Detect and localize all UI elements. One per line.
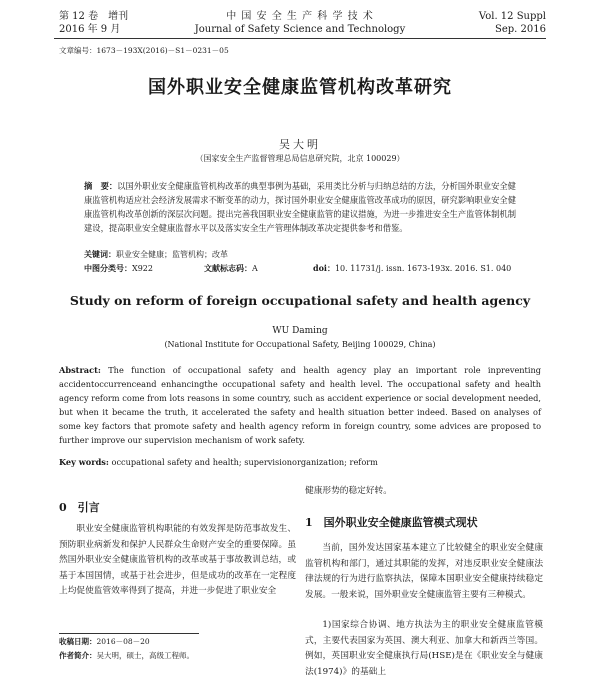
keywords-cn-label: 关键词：	[84, 249, 116, 259]
clc-label: 中图分类号：	[84, 263, 132, 273]
footnote-received	[59, 636, 150, 647]
article-number: 文章编号：1673－193X(2016)－S1－0231－05	[59, 46, 229, 55]
keywords-en-label: Key words:	[59, 457, 109, 467]
journal-name-cn: 中 国 安 全 生 产 科 学 技 术	[226, 11, 374, 22]
affiliation-en: (National Institute for Occupational Safety, Beijing 100029, China)	[164, 340, 436, 349]
title-cn: 国外职业安全健康监管机构改革研究	[148, 77, 452, 98]
journal-date: 2016 年 9 月	[59, 24, 121, 35]
section-0-heading: 0 引言	[59, 501, 100, 514]
author-bio-label: 作者简介：	[59, 651, 97, 660]
abstract-cn-text: 以国外职业安全健康监管机构改革的典型事例为基础，采用类比分析与归纳总结的方法，分析国外职业安全健康监管机构适应社会经济发展需求不断变革的动力，探讨国外职业安全健康监管改革成功的原因，研究影响职业安全健康监管机构改革创新的深层次问题。提出完善我国职业安全健康监管的建议措施，为进一步推进安全生产监管体制机制建设，提高职业安全健康监督水平以及落实安全生产管理体制改革决定提供参考和借鉴。	[84, 181, 516, 233]
doi-label: doi：	[313, 263, 335, 273]
keywords-en	[59, 455, 541, 469]
keywords-en-text: occupational safety and health; supervisionorganization; reform	[111, 457, 378, 467]
section-1-paragraph-2: 1)国家综合协调、地方执法为主的职业安全健康监管模式，主要代表国家为英国、澳大利亚、加拿大和新西兰等国。例如，英国职业安全健康执行局(HSE)是在《职业安全与健康法(1974)》的基础上	[305, 620, 543, 677]
received-label: 收稿日期：	[59, 637, 97, 646]
abstract-cn	[84, 179, 516, 235]
doi-value: 10. 11731/j. issn. 1673-193x. 2016. S1. 040	[334, 264, 512, 273]
author-cn: 吴大明	[279, 138, 321, 151]
document-code	[204, 263, 258, 274]
title-en: Study on reform of foreign occupational safety and health agency	[69, 293, 531, 308]
doc-code-label: 文献标志码：	[204, 263, 252, 273]
journal-name-en: Journal of Safety Science and Technology	[194, 24, 406, 35]
keywords-cn	[84, 249, 228, 260]
doc-code-value: A	[252, 264, 258, 273]
journal-volume: 第 12 卷 增刊	[59, 11, 129, 22]
section-0-body: 职业安全健康监管机构职能的有效发挥是防范事故发生、预防职业病新发和保护人民群众生命财产安全的重要保障。虽然国外职业安全健康监管机构的改革或基于事故教训总结，或基于本国国情，或基于社会进步，但是成功的改革在一定程度上均促使监管效率得到了提高，并进一步促进了职业安全	[59, 524, 296, 596]
affiliation-cn: （国家安全生产监督管理总局信息研究院，北京 100029）	[195, 154, 405, 163]
journal-date-en: Sep. 2016	[495, 24, 546, 35]
section-1-paragraph-1: 当前，国外发达国家基本建立了比较健全的职业安全健康监管机构和部门，通过其职能的发挥，对违反职业安全健康法律法规的行为进行监察执法，保障本国职业安全健康持续稳定发展。一般来说，国外职业安全健康监管主要有三种模式。	[305, 543, 543, 600]
received-date: 2016－08－20	[96, 637, 150, 646]
keywords-cn-text: 职业安全健康；监管机构；改革	[116, 250, 228, 259]
footnote-author	[59, 650, 194, 661]
abstract-cn-label: 摘 要：	[84, 181, 118, 191]
footnote-rule	[59, 633, 199, 634]
journal-volume-en: Vol. 12 Suppl	[478, 11, 546, 22]
clc-value: X922	[132, 264, 153, 273]
header-rule	[54, 38, 546, 39]
author-en: WU Daming	[272, 326, 328, 336]
abstract-en	[59, 363, 541, 447]
abstract-en-text: The function of occupational safety and health agency play an important role inpreventing accidentoccurrenceand enhancingthe occupational safety and health level. The occupational safety and health agency reform come from lots reasons in some country, such as accident experience or social development needed, but when it became the truth, it accelerated the safety and health situation better indeed. Based on analyses of some key factors that promote safety and health agency reform in foreign country, some advices are proposed to further improve our supervision mechanism of work safety.	[59, 365, 541, 445]
section-1-heading: 1 国外职业安全健康监管模式现状	[305, 516, 478, 529]
clc-number	[84, 263, 153, 274]
abstract-en-label: Abstract:	[59, 365, 101, 375]
doi	[313, 263, 511, 274]
author-bio: 吴大明，硕士，高级工程师。	[96, 651, 194, 660]
section-0-continuation: 健康形势的稳定好转。	[305, 486, 392, 496]
